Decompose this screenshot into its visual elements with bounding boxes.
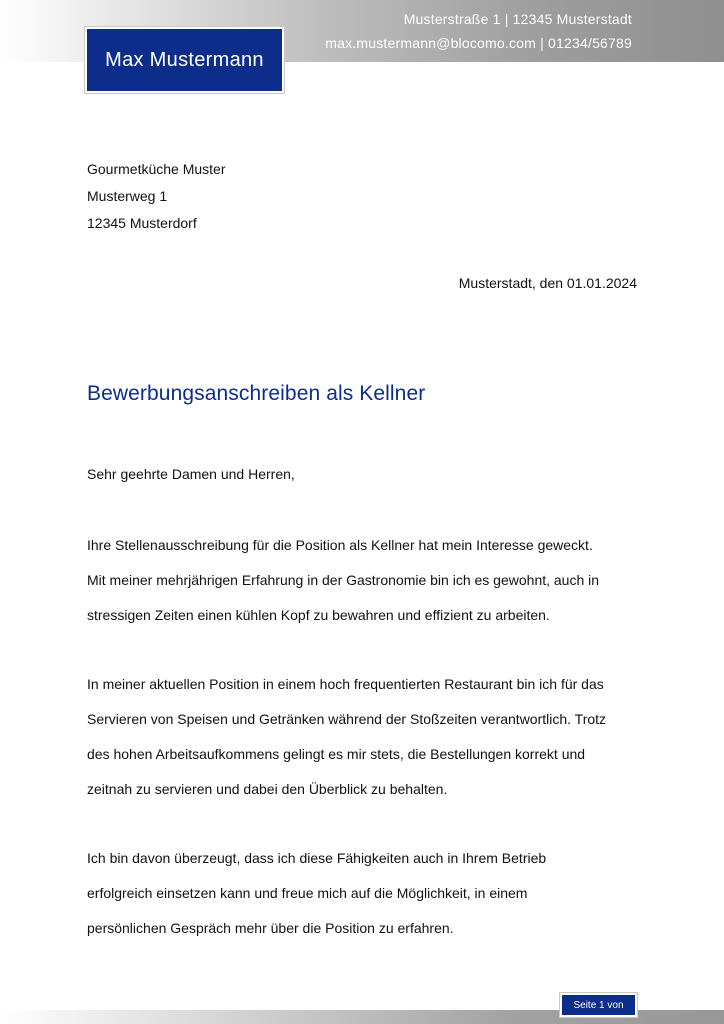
paragraph-line: erfolgreich einsetzen kann und freue mich auf die Möglichkeit, in einem xyxy=(87,885,528,901)
recipient-street: Musterweg 1 xyxy=(87,188,168,204)
sender-name: Max Mustermann xyxy=(105,48,264,71)
paragraph-line: Servieren von Speisen und Getränken während der Stoßzeiten verantwortlich. Trotz xyxy=(87,711,607,727)
paragraph-line: stressigen Zeiten einen kühlen Kopf zu bewahren und effizient zu arbeiten. xyxy=(87,607,550,623)
paragraph-line: persönlichen Gespräch mehr über die Position zu erfahren. xyxy=(87,920,454,936)
letter-date: Musterstadt, den 01.01.2024 xyxy=(458,275,637,291)
salutation: Sehr geehrte Damen und Herren, xyxy=(87,466,295,482)
body-paragraph xyxy=(87,676,647,816)
sender-address: Musterstraße 1 | 12345 Musterstadt xyxy=(403,11,632,27)
sender-contact: max.mustermann@blocomo.com | 01234/56789 xyxy=(325,35,632,51)
letter-subject: Bewerbungsanschreiben als Kellner xyxy=(87,382,426,405)
body-paragraph xyxy=(87,537,647,642)
paragraph-line: zeitnah zu servieren und dabei den Überblick zu behalten. xyxy=(87,781,448,797)
paragraph-line: des hohen Arbeitsaufkommens gelingt es mir stets, die Bestellungen korrekt und xyxy=(87,746,586,762)
recipient-city: 12345 Musterdorf xyxy=(87,215,197,231)
page-number-badge xyxy=(560,993,637,1017)
paragraph-line: In meiner aktuellen Position in einem hoch frequentierten Restaurant bin ich für das xyxy=(87,676,604,692)
recipient-company: Gourmetküche Muster xyxy=(87,161,226,177)
paragraph-line: Ich bin davon überzeugt, dass ich diese Fähigkeiten auch in Ihrem Betrieb xyxy=(87,850,547,866)
body-paragraph xyxy=(87,850,647,955)
page-number-label: Seite 1 von xyxy=(573,999,624,1011)
paragraph-line: Ihre Stellenausschreibung für die Position als Kellner hat mein Interesse geweckt. xyxy=(87,537,593,553)
sender-name-box xyxy=(85,27,284,93)
paragraph-line: Mit meiner mehrjährigen Erfahrung in der Gastronomie bin ich es gewohnt, auch in xyxy=(87,572,600,588)
